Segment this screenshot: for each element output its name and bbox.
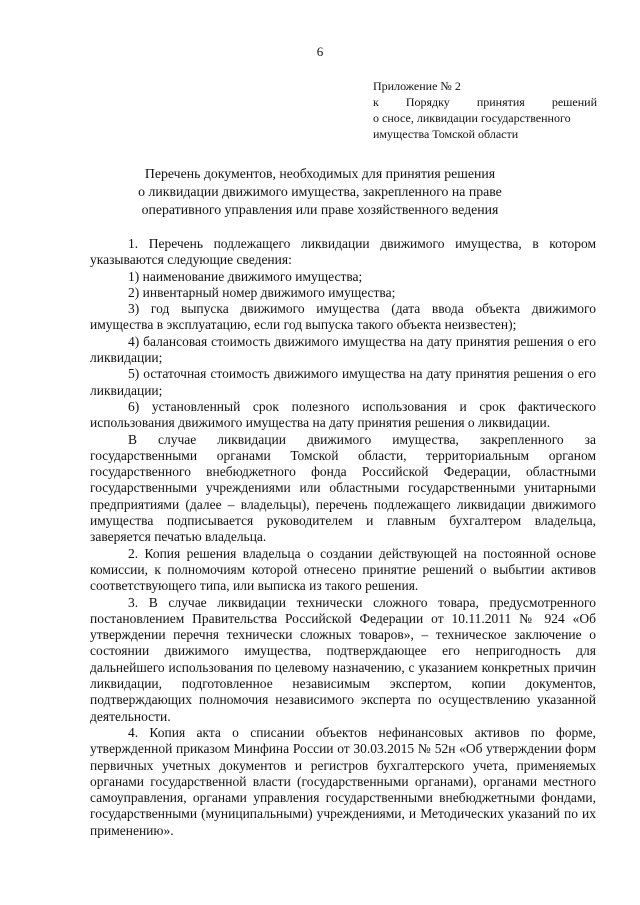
document-body bbox=[90, 236, 596, 839]
title-line-3: оперативного управления или праве хозяйственного ведения bbox=[141, 202, 499, 217]
appendix-line-3: о сносе, ликвидации государственного bbox=[373, 111, 571, 125]
appendix-line-2: к Порядку принятия решений bbox=[373, 95, 597, 109]
document-title bbox=[112, 165, 528, 219]
list-item-4: 4) балансовая стоимость движимого имущества на дату принятия решения о его ликвидации; bbox=[90, 333, 596, 366]
list-item-6: 6) установленный срок полезного использования и срок фактического использования движимого имущества на дату принятия решения о ликвидации. bbox=[90, 398, 596, 431]
appendix-number: Приложение № 2 bbox=[373, 79, 461, 93]
paragraph-2: 2. Копия решения владельца о создании действующей на постоянной основе комиссии, к полномочиям которой отнесено принятие решений о выбытии активов соответствующего типа, или выписка из такого решения. bbox=[90, 545, 596, 594]
list-item-1: 1) наименование движимого имущества; bbox=[128, 268, 363, 284]
list-item-5: 5) остаточная стоимость движимого имущества на дату принятия решения о его ликвидации; bbox=[90, 366, 596, 398]
title-line-2: о ликвидации движимого имущества, закрепленного на праве bbox=[138, 184, 502, 199]
paragraph-owners: В случае ликвидации движимого имущества, закрепленного за государственными органами Томской области, территориальным органом государственного внебюджетного фонда Российской Федерации, областными государственными учреждениями или областными государственными унитарными предприятиями (далее – владельцы), перечень подлежащего ликвидации движимого имущества подписывается руководителем и главным бухгалтером владельца, заверяется печатью владельца. bbox=[90, 431, 596, 545]
appendix-header bbox=[373, 78, 597, 142]
paragraph-3: 3. В случае ликвидации технически сложного товара, предусмотренного постановлением Правительства Российской Федерации от 10.11.2011 № 924 «Об утверждении перечня технически сложных товаров», – техническое заключение о состоянии движимого имущества, подтверждающее его непригодность для дальнейшего использования по целевому назначению, с указанием конкретных причин ликвидации, подготовленное независимым экспертом, копии документов, подтверждающих полномочия независимого эксперта по осуществлению указанной деятельности. bbox=[90, 594, 596, 724]
paragraph-1: 1. Перечень подлежащего ликвидации движимого имущества, в котором указываются следующие сведения: bbox=[90, 236, 596, 268]
title-line-1: Перечень документов, необходимых для принятия решения bbox=[144, 166, 496, 181]
list-item-2: 2) инвентарный номер движимого имущества; bbox=[128, 284, 396, 300]
paragraph-4: 4. Копия акта о списании объектов нефинансовых активов по форме, утвержденной приказом Минфина России от 30.03.2015 № 52н «Об утверждении форм первичных учетных документов и регистров бухгалтерского учета, применяемых органами государственной власти (государственными органами), органами местного самоуправления, органами управления государственными внебюджетными фондами, государственными (муниципальными) учреждениями, и Методических указаний по их применению». bbox=[90, 724, 596, 838]
appendix-line-4: имущества Томской области bbox=[373, 127, 519, 141]
list-item-3: 3) год выпуска движимого имущества (дата ввода объекта движимого имущества в эксплуатацию, если год выпуска такого объекта неизвестен); bbox=[90, 301, 596, 333]
page-number: 6 bbox=[316, 44, 324, 59]
